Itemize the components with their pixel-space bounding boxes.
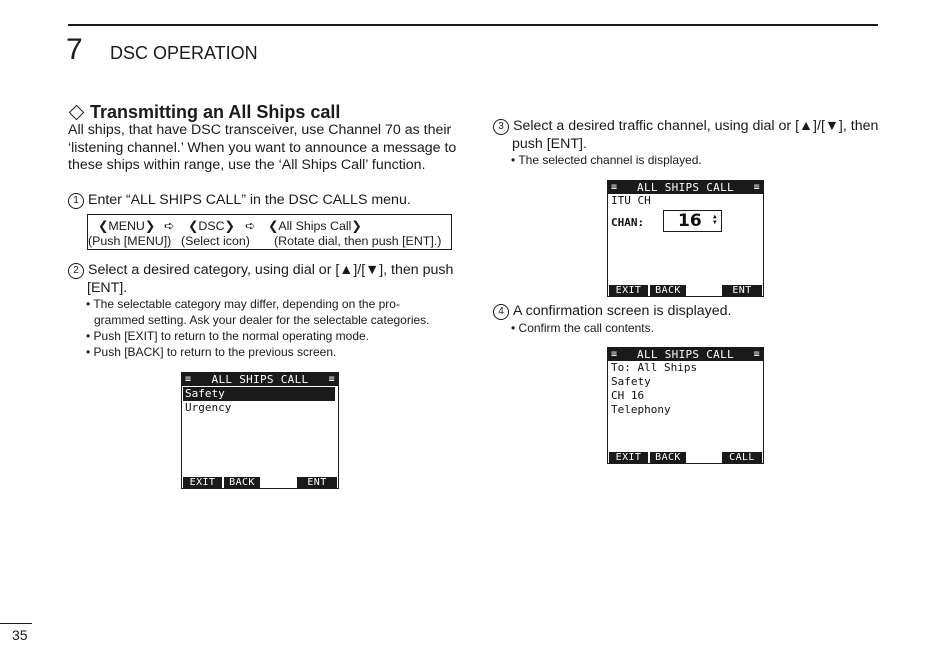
note: • Confirm the call contents. bbox=[511, 321, 654, 335]
lcd-line-channel: CH 16 bbox=[611, 389, 645, 402]
step-text: Enter “ALL SHIPS CALL” in the DSC CALLS menu. bbox=[88, 192, 411, 208]
softkey-back[interactable]: BACK bbox=[650, 285, 686, 296]
note: grammed setting. Ask your dealer for the selectable categories. bbox=[94, 313, 430, 327]
softkey-ent[interactable]: ENT bbox=[297, 477, 337, 488]
nav-menu-key: ❮MENU❯ bbox=[98, 219, 156, 233]
lcd-header bbox=[608, 181, 763, 194]
diamond-icon bbox=[69, 104, 85, 120]
step-text: Select a desired category, using dial or [▲]/[▼], then push bbox=[88, 262, 454, 278]
lcd-line-category: Safety bbox=[611, 375, 651, 388]
note: • Push [EXIT] to return to the normal operating mode. bbox=[86, 329, 370, 343]
lcd-header bbox=[608, 348, 763, 361]
channel-value: 16 bbox=[678, 211, 702, 231]
intro-line: these ships within range, use the ‘All Ships Call’ function. bbox=[68, 157, 426, 173]
menu-icon: ≡ bbox=[753, 182, 760, 193]
top-rule bbox=[68, 24, 878, 26]
chapter-title: DSC OPERATION bbox=[110, 43, 258, 63]
menu-icon: ≡ bbox=[753, 349, 760, 360]
step-3 bbox=[493, 118, 878, 153]
arrow-icon: ➪ bbox=[164, 219, 175, 233]
note: • Push [BACK] to return to the previous screen. bbox=[86, 345, 337, 359]
menu-icon: ≡ bbox=[328, 374, 335, 385]
chapter-number: 7 bbox=[66, 33, 83, 66]
lcd-itu-ch: ITU CH bbox=[611, 194, 651, 207]
channel-box[interactable] bbox=[663, 210, 722, 232]
intro-line: ‘listening channel.’ When you want to announce a message to bbox=[68, 139, 457, 156]
lcd-screen-confirm bbox=[607, 347, 764, 464]
step-number: 3 bbox=[493, 119, 509, 135]
page-number: 35 bbox=[12, 627, 28, 643]
lcd-screen-category bbox=[181, 372, 339, 489]
arrow-icon: ➪ bbox=[245, 219, 256, 233]
lcd-line-mode: Telephony bbox=[611, 403, 671, 416]
softkey-call[interactable]: CALL bbox=[722, 452, 762, 463]
menu-icon: ≡ bbox=[185, 374, 192, 385]
menu-icon: ≡ bbox=[611, 349, 618, 360]
step-text: [ENT]. bbox=[87, 279, 128, 296]
up-down-icon: ▲▼ bbox=[713, 213, 717, 226]
step-2 bbox=[68, 262, 453, 297]
lcd-item-urgency[interactable]: Urgency bbox=[185, 401, 232, 414]
step-text: push [ENT]. bbox=[512, 135, 587, 152]
note: • The selectable category may differ, depending on the pro- bbox=[86, 297, 400, 311]
step-number: 2 bbox=[68, 263, 84, 279]
step-1 bbox=[68, 192, 411, 210]
intro-paragraph bbox=[68, 122, 456, 175]
nav-caption: (Rotate dial, then push [ENT].) bbox=[274, 234, 442, 248]
lcd-item-safety[interactable]: Safety bbox=[183, 387, 335, 401]
nav-caption: (Select icon) bbox=[181, 234, 250, 248]
nav-caption: (Push [MENU]) bbox=[88, 234, 172, 248]
lcd-chan-label: CHAN: bbox=[611, 216, 645, 229]
nav-dsc-icon: ❮DSC❯ bbox=[188, 219, 235, 233]
lcd-title: ALL SHIPS CALL bbox=[637, 348, 734, 361]
step-text: A confirmation screen is displayed. bbox=[513, 303, 732, 319]
step-4 bbox=[493, 303, 731, 321]
page-number-rule bbox=[0, 623, 32, 624]
softkey-exit[interactable]: EXIT bbox=[609, 285, 648, 296]
step-text: Select a desired traffic channel, using dial or [▲]/[▼], then bbox=[513, 118, 879, 134]
lcd-line-to: To: All Ships bbox=[611, 361, 698, 374]
softkey-ent[interactable]: ENT bbox=[722, 285, 762, 296]
lcd-title: ALL SHIPS CALL bbox=[637, 181, 734, 194]
softkey-back[interactable]: BACK bbox=[224, 477, 260, 488]
softkey-exit[interactable]: EXIT bbox=[183, 477, 222, 488]
softkey-exit[interactable]: EXIT bbox=[609, 452, 648, 463]
lcd-screen-channel bbox=[607, 180, 764, 297]
section-title bbox=[68, 101, 340, 123]
step-number: 1 bbox=[68, 193, 84, 209]
softkey-back[interactable]: BACK bbox=[650, 452, 686, 463]
menu-navigation-box bbox=[87, 214, 452, 250]
lcd-header bbox=[182, 373, 338, 386]
intro-line: All ships, that have DSC transceiver, use Channel 70 as their bbox=[68, 122, 452, 138]
note: • The selected channel is displayed. bbox=[511, 153, 702, 167]
step-2-notes bbox=[86, 296, 430, 360]
lcd-title: ALL SHIPS CALL bbox=[211, 373, 309, 386]
nav-all-ships-call: ❮All Ships Call❯ bbox=[268, 219, 362, 233]
section-title-text: Transmitting an All Ships call bbox=[90, 102, 341, 122]
step-number: 4 bbox=[493, 304, 509, 320]
menu-icon: ≡ bbox=[611, 182, 618, 193]
